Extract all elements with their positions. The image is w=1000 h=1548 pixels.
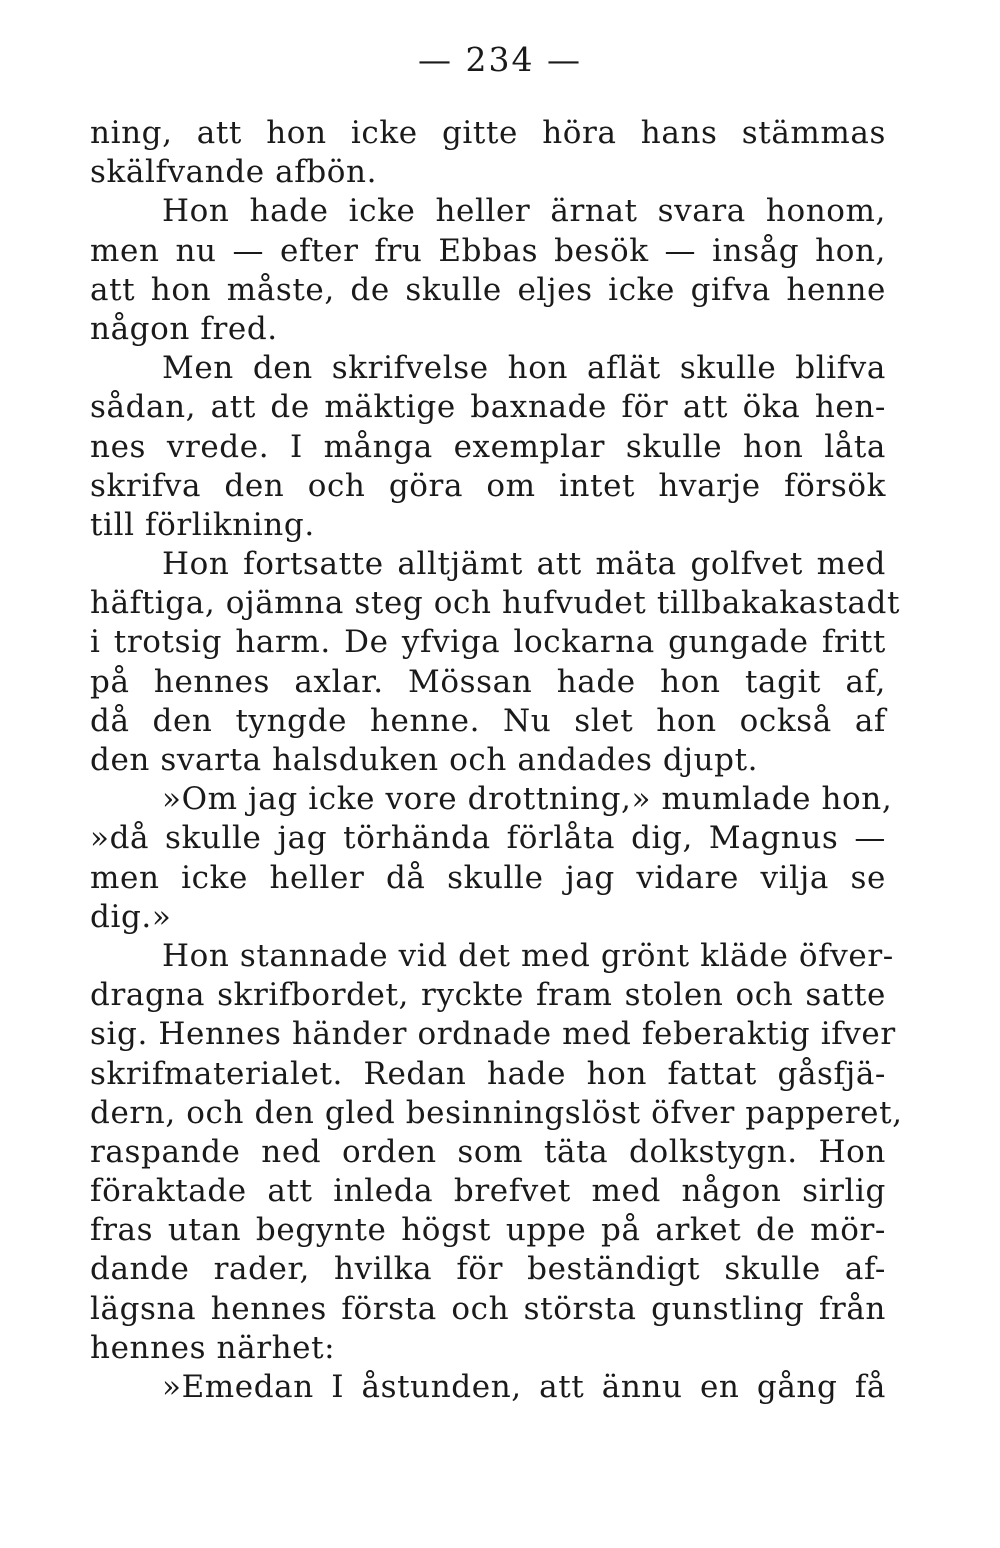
text-line: föraktade att inleda brefvet med någon sirlig [90,1173,886,1210]
text-line: skälfvande afbön. [90,154,378,191]
text-line: Hon stannade vid det med grönt kläde öfver- [162,937,894,974]
page-number: — 234 — [418,40,582,79]
text-line: dande rader, hvilka för beständigt skulle af- [90,1251,886,1288]
body-text [90,114,903,1407]
text-line: »då skulle jag törhända förlåta dig, Magnus — [90,820,886,857]
text-line: raspande ned orden som täta dolkstygn. Hon [90,1133,886,1170]
text-line: att hon måste, de skulle eljes icke gifva henne [90,271,886,308]
text-line: ning, att hon icke gitte höra hans stämmas [90,115,886,151]
text-line: skrifva den och göra om intet hvarje försök [90,467,886,504]
text-line: fras utan begynte högst uppe på arket de mör- [90,1212,886,1249]
text-line: dern, och den gled besinningslöst öfver papperet, [90,1094,903,1131]
text-line: sådan, att de mäktige baxnade för att öka hen- [90,389,886,426]
text-line: till förlikning. [90,506,315,543]
text-line: »Emedan I åstunden, att ännu en gång få [162,1369,886,1405]
text-line: men icke heller då skulle jag vidare vilja se [90,859,886,896]
text-line: Hon hade icke heller ärnat svara honom, [162,193,886,230]
text-line: »Om jag icke vore drottning,» mumlade hon, [162,781,893,818]
text-line: men nu — efter fru Ebbas besök — insåg hon, [90,232,886,269]
text-line: på hennes axlar. Mössan hade hon tagit af, [90,663,886,700]
text-line: sig. Hennes händer ordnade med feberaktig ifver [90,1016,896,1053]
text-line: lägsna hennes första och största gunstling från [90,1290,886,1327]
text-line: då den tyngde henne. Nu slet hon också af [90,702,886,739]
text-line: Hon fortsatte alltjämt att mäta golfvet med [162,546,886,583]
text-line: någon fred. [90,310,278,347]
text-line: skrifmaterialet. Redan hade hon fattat gåsfjä- [90,1055,886,1092]
text-line: häftiga, ojämna steg och hufvudet tillbakakastadt [90,585,901,622]
text-line: dig.» [90,898,172,935]
text-line: dragna skrifbordet, ryckte fram stolen och satte [90,977,886,1014]
text-line: hennes närhet: [90,1329,336,1366]
text-line: nes vrede. I många exemplar skulle hon låta [90,428,886,465]
text-line: den svarta halsduken och andades djupt. [90,742,759,778]
text-line: Men den skrifvelse hon aflät skulle blifva [162,350,886,387]
text-line: i trotsig harm. De yfviga lockarna gungade fritt [90,624,886,661]
